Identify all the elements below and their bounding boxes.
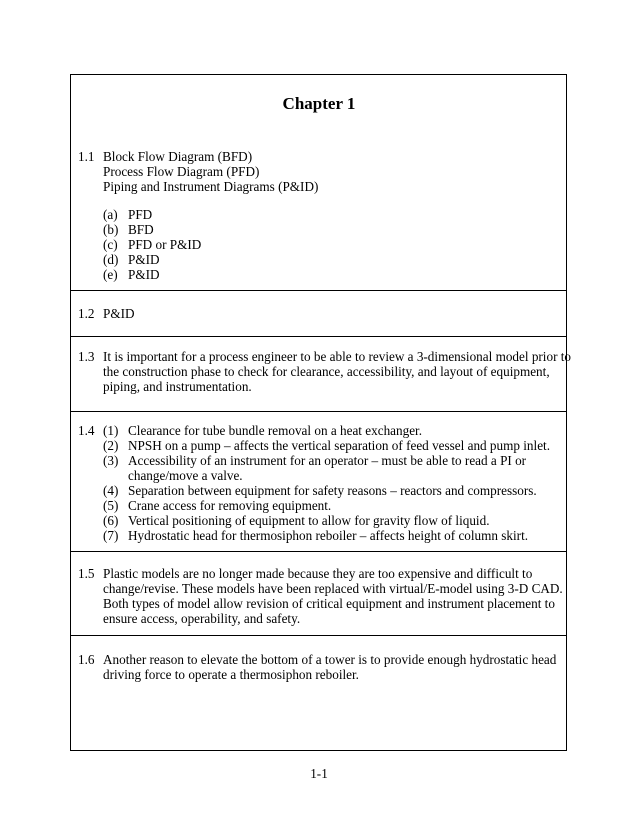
item-text: P&ID bbox=[128, 252, 160, 267]
list-item bbox=[103, 207, 548, 222]
item-text: Vertical positioning of equipment to allow for gravity flow of liquid. bbox=[128, 513, 490, 528]
text-line: Plastic models are no longer made because they are too expensive and difficult to bbox=[103, 566, 533, 581]
item-label: (4) bbox=[103, 483, 119, 498]
section-number: 1.3 bbox=[78, 349, 95, 364]
text-line: ensure access, operability, and safety. bbox=[103, 611, 301, 626]
item-text: Accessibility of an instrument for an operator – must be able to read a PI or bbox=[128, 453, 527, 468]
page-number: 1-1 bbox=[310, 766, 328, 781]
text-line: Block Flow Diagram (BFD) bbox=[103, 149, 253, 164]
item-label: (a) bbox=[103, 207, 118, 222]
list-item bbox=[103, 513, 548, 528]
list-item bbox=[103, 252, 548, 267]
item-label: (c) bbox=[103, 237, 118, 252]
item-text: PFD or P&ID bbox=[128, 237, 202, 252]
section-number: 1.5 bbox=[78, 566, 95, 581]
item-label: (2) bbox=[103, 438, 119, 453]
text-line: Another reason to elevate the bottom of a tower is to provide enough hydrostatic head bbox=[103, 652, 557, 667]
item-label: (5) bbox=[103, 498, 119, 513]
item-text: Separation between equipment for safety reasons – reactors and compressors. bbox=[128, 483, 537, 498]
text-line: Both types of model allow revision of critical equipment and instrument placement to bbox=[103, 596, 555, 611]
item-label: (6) bbox=[103, 513, 119, 528]
list-item bbox=[103, 453, 548, 468]
text-line: It is important for a process engineer to be able to review a 3-dimensional model prior to bbox=[103, 349, 572, 364]
text-line: change/revise. These models have been replaced with virtual/E-model using 3-D CAD. bbox=[103, 581, 563, 596]
section-divider bbox=[71, 336, 566, 337]
item-label: (d) bbox=[103, 252, 119, 267]
list-item bbox=[103, 267, 548, 282]
list-item bbox=[103, 423, 548, 438]
section-body bbox=[103, 349, 572, 394]
text-line: driving force to operate a thermosiphon reboiler. bbox=[103, 667, 359, 682]
list-item bbox=[103, 483, 548, 498]
section-divider bbox=[71, 411, 566, 412]
text-line: P&ID bbox=[103, 306, 135, 321]
section-body bbox=[103, 306, 548, 321]
item-continuation: change/move a valve. bbox=[128, 468, 243, 483]
section-body bbox=[103, 423, 551, 543]
item-label: (e) bbox=[103, 267, 118, 282]
item-text: P&ID bbox=[128, 267, 160, 282]
item-label: (7) bbox=[103, 528, 119, 543]
text-line: piping, and instrumentation. bbox=[103, 379, 252, 394]
item-label: (3) bbox=[103, 453, 119, 468]
section-body bbox=[103, 652, 557, 682]
item-text: Clearance for tube bundle removal on a heat exchanger. bbox=[128, 423, 423, 438]
item-text: BFD bbox=[128, 222, 154, 237]
list-item bbox=[103, 438, 551, 453]
item-label: (1) bbox=[103, 423, 119, 438]
section-divider bbox=[71, 635, 566, 636]
answer-frame bbox=[70, 74, 572, 751]
section-body bbox=[103, 149, 548, 282]
text-line: Process Flow Diagram (PFD) bbox=[103, 164, 260, 179]
item-text: Crane access for removing equipment. bbox=[128, 498, 332, 513]
section-divider bbox=[71, 551, 566, 552]
text-line: the construction phase to check for clearance, accessibility, and layout of equipment, bbox=[103, 364, 550, 379]
section-divider bbox=[71, 290, 566, 291]
section-number: 1.6 bbox=[78, 652, 95, 667]
text-line: Piping and Instrument Diagrams (P&ID) bbox=[103, 179, 319, 194]
section-number: 1.1 bbox=[78, 149, 95, 164]
item-text: PFD bbox=[128, 207, 153, 222]
list-item bbox=[103, 498, 548, 513]
item-text: NPSH on a pump – affects the vertical separation of feed vessel and pump inlet. bbox=[128, 438, 551, 453]
list-item bbox=[103, 237, 548, 252]
item-text: Hydrostatic head for thermosiphon reboiler – affects height of column skirt. bbox=[128, 528, 529, 543]
section-number: 1.2 bbox=[78, 306, 95, 321]
item-label: (b) bbox=[103, 222, 119, 237]
list-item bbox=[103, 528, 548, 543]
chapter-title: Chapter 1 bbox=[282, 94, 356, 113]
section-number: 1.4 bbox=[78, 423, 95, 438]
list-item bbox=[103, 222, 548, 237]
section-body bbox=[103, 566, 563, 626]
